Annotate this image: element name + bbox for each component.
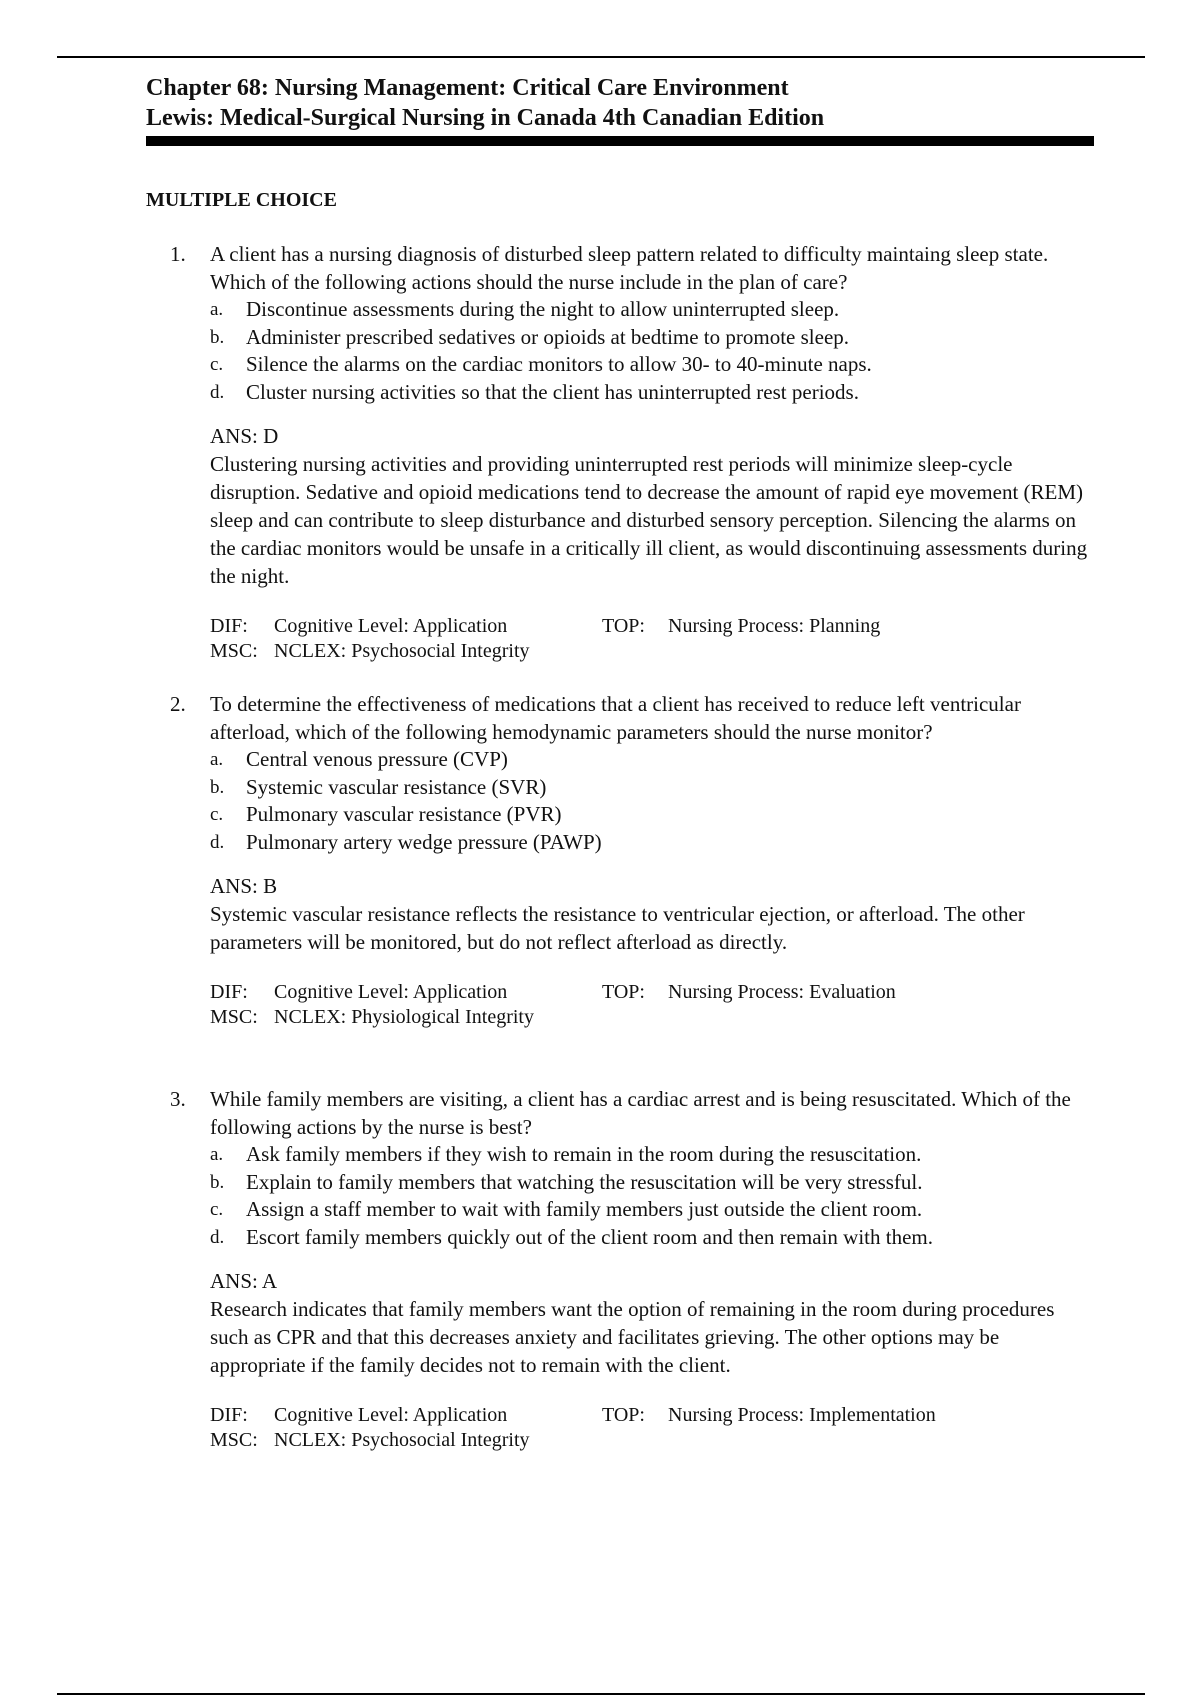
option-text: Silence the alarms on the cardiac monitors to allow 30- to 40-minute naps.: [246, 352, 872, 376]
dif-value: Cognitive Level: Application: [274, 1404, 508, 1426]
msc-value: NCLEX: Physiological Integrity: [274, 1006, 534, 1028]
msc-value: NCLEX: Psychosocial Integrity: [274, 1429, 530, 1451]
option-letter: d.: [210, 1226, 225, 1248]
option-letter: d.: [210, 381, 225, 403]
book-title: Lewis: Medical-Surgical Nursing in Canada 4th Canadian Edition: [146, 105, 825, 131]
title-underline: [146, 136, 1094, 146]
option-b: [170, 1169, 1090, 1197]
option-text: Pulmonary vascular resistance (PVR): [246, 802, 562, 826]
top-label: TOP:: [602, 981, 645, 1003]
msc-value: NCLEX: Psychosocial Integrity: [274, 640, 530, 662]
question-number: 2.: [170, 692, 186, 716]
option-d: [170, 829, 1090, 857]
option-letter: b.: [210, 776, 225, 798]
dif-label: DIF:: [210, 615, 248, 637]
option-a: [170, 1141, 1090, 1169]
question-text: While family members are visiting, a client has a cardiac arrest and is being resuscitated. Which of the following actions by the nurse is best?: [210, 1087, 1071, 1139]
section-title: MULTIPLE CHOICE: [146, 189, 337, 211]
option-d: [170, 1224, 1090, 1252]
dif-value: Cognitive Level: Application: [274, 981, 508, 1003]
bottom-rule: [57, 1693, 1145, 1695]
dif-value: Cognitive Level: Application: [274, 615, 508, 637]
top-value: Nursing Process: Evaluation: [668, 981, 896, 1003]
option-letter: b.: [210, 1171, 225, 1193]
question-3: [170, 1085, 1090, 1453]
question-number: 1.: [170, 242, 186, 266]
option-b: [170, 324, 1090, 352]
option-letter: b.: [210, 326, 225, 348]
option-text: Central venous pressure (CVP): [246, 747, 508, 771]
rationale: Clustering nursing activities and providing uninterrupted rest periods will minimize sleep-cycle disruption. Sedative and opioid medications tend to decrease the amount of rapid eye movement (REM) sleep and can contribute to sleep disturbance and disturbed sensory perception. Silencing the alarms on the cardiac monitors would be unsafe in a critically ill client, as would discontinuing assessments during the night.: [210, 452, 1088, 588]
option-text: Assign a staff member to wait with family members just outside the client room.: [246, 1197, 923, 1221]
option-c: [170, 351, 1090, 379]
option-b: [170, 774, 1090, 802]
option-text: Ask family members if they wish to remain in the room during the resuscitation.: [246, 1142, 922, 1166]
dif-label: DIF:: [210, 1404, 248, 1426]
option-letter: a.: [210, 749, 224, 770]
question-metadata: [170, 614, 1090, 664]
option-c: [170, 1196, 1090, 1224]
option-text: Administer prescribed sedatives or opioids at bedtime to promote sleep.: [246, 324, 850, 349]
option-d: [170, 379, 1090, 407]
top-value: Nursing Process: Implementation: [668, 1404, 936, 1426]
question-text: To determine the effectiveness of medications that a client has received to reduce left ventricular afterload, which of the following hemodynamic parameters should the nurse monitor?: [210, 692, 1021, 744]
question-1: [170, 240, 1090, 664]
top-rule: [57, 56, 1145, 58]
question-stem: [170, 1085, 1090, 1141]
option-text: Systemic vascular resistance (SVR): [246, 774, 547, 799]
msc-label: MSC:: [210, 640, 258, 662]
question-2: [170, 690, 1090, 1030]
option-text: Discontinue assessments during the night to allow uninterrupted sleep.: [246, 297, 840, 321]
question-metadata: [170, 980, 1090, 1030]
option-text: Explain to family members that watching the resuscitation will be very stressful.: [246, 1169, 923, 1194]
top-label: TOP:: [602, 615, 645, 637]
option-text: Pulmonary artery wedge pressure (PAWP): [246, 829, 602, 854]
option-a: [170, 296, 1090, 324]
msc-label: MSC:: [210, 1429, 258, 1451]
msc-label: MSC:: [210, 1006, 258, 1028]
document-header: [146, 73, 824, 133]
top-value: Nursing Process: Planning: [668, 615, 881, 637]
question-metadata: [170, 1403, 1090, 1453]
option-letter: c.: [210, 354, 224, 375]
question-number: 3.: [170, 1087, 186, 1111]
chapter-title: Chapter 68: Nursing Management: Critical Care Environment: [146, 75, 789, 101]
answer-key: ANS: D: [210, 424, 279, 448]
option-c: [170, 801, 1090, 829]
option-letter: c.: [210, 804, 224, 825]
option-a: [170, 746, 1090, 774]
option-text: Cluster nursing activities so that the client has uninterrupted rest periods.: [246, 379, 859, 404]
question-text: A client has a nursing diagnosis of disturbed sleep pattern related to difficulty maintaing sleep state. Which of the following actions should the nurse include in the plan of care?: [210, 242, 1049, 294]
question-stem: [170, 690, 1090, 746]
top-label: TOP:: [602, 1404, 645, 1426]
option-letter: a.: [210, 1144, 224, 1165]
option-letter: a.: [210, 299, 224, 320]
option-letter: d.: [210, 831, 225, 853]
rationale: Research indicates that family members want the option of remaining in the room during procedures such as CPR and that this decreases anxiety and facilitates grieving. The other options may be appropriate if the family decides not to remain with the client.: [210, 1297, 1055, 1377]
question-stem: [170, 240, 1090, 296]
answer-key: ANS: A: [210, 1269, 278, 1293]
answer-key: ANS: B: [210, 874, 278, 898]
dif-label: DIF:: [210, 981, 248, 1003]
option-letter: c.: [210, 1199, 224, 1220]
option-text: Escort family members quickly out of the client room and then remain with them.: [246, 1224, 933, 1249]
rationale: Systemic vascular resistance reflects the resistance to ventricular ejection, or afterload. The other parameters will be monitored, but do not reflect afterload as directly.: [210, 902, 1025, 954]
